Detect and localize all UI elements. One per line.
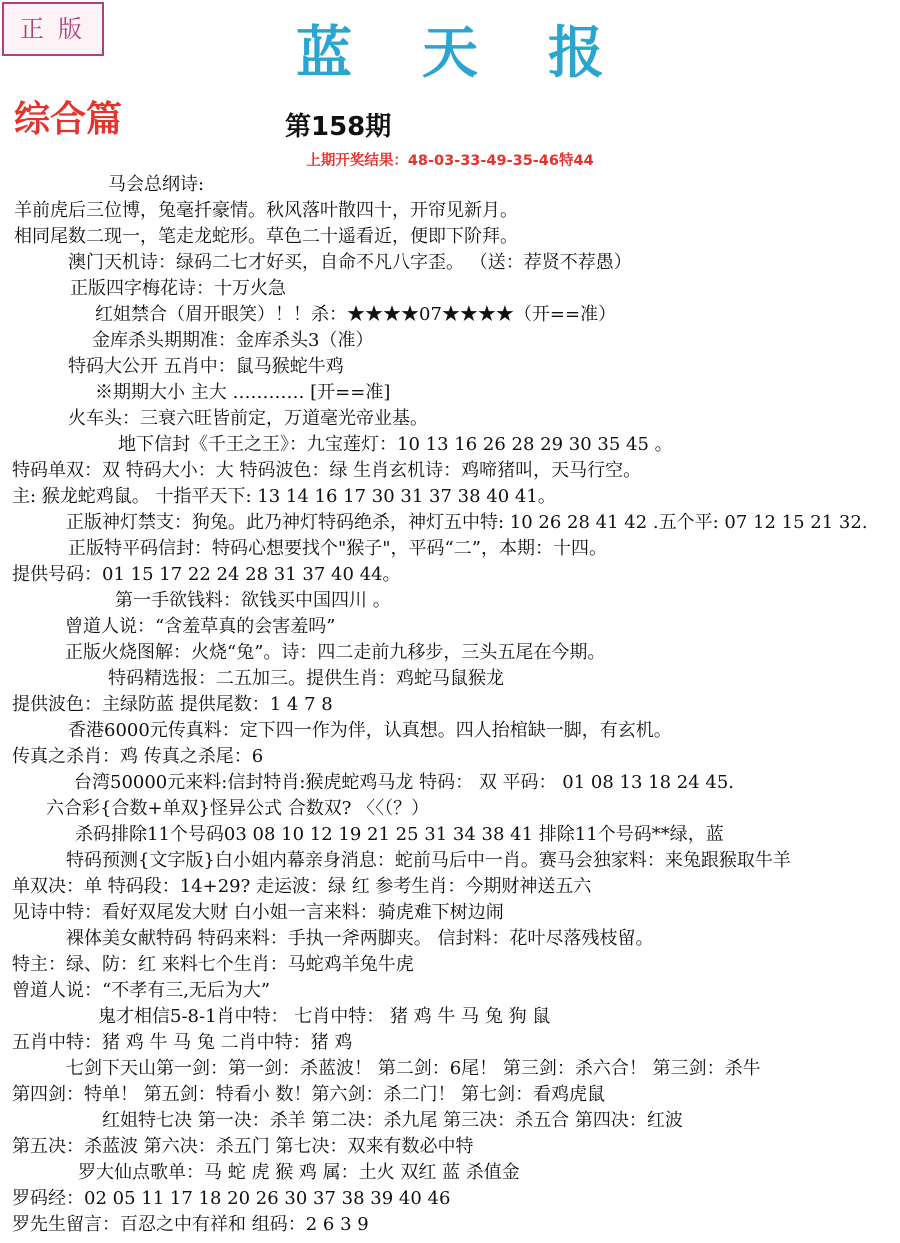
text-line: 罗先生留言：百忍之中有祥和 组码：2 6 3 9: [12, 1214, 369, 1235]
text-line: 见诗中特：看好双尾发大财 白小姐一言来料：骑虎难下树边闹: [12, 902, 504, 923]
text-line: 金库杀头期期准：金库杀头3（准）: [92, 330, 374, 351]
text-line: 特主：绿、防：红 来料七个生肖：马蛇鸡羊兔牛虎: [12, 954, 414, 975]
text-line: ※期期大小 主大 ………… [开==准]: [95, 382, 391, 403]
text-line: 台湾50000元来料:信封特肖:猴虎蛇鸡马龙 特码： 双 平码： 01 08 13 18 24 45.: [74, 772, 735, 793]
text-line: 提供号码：01 15 17 22 24 28 31 37 40 44。: [12, 564, 401, 585]
text-line: 正版神灯禁支：狗兔。此乃神灯特码绝杀，神灯五中特: 10 26 28 41 42 .五个平: 07 12 15 21 32.: [66, 512, 868, 533]
text-line: 马会总纲诗:: [108, 174, 205, 195]
text-line: 羊前虎后三位博，兔毫扦豪情。秋风落叶散四十，开帘见新月。: [14, 200, 518, 221]
text-line: 特码预测{文字版}白小姐内幕亲身消息：蛇前马后中一肖。赛马会独家料：来兔跟猴取牛羊: [66, 850, 791, 871]
text-line: 特码大公开 五肖中：鼠马猴蛇牛鸡: [68, 356, 344, 377]
text-line: 火车头：三衰六旺皆前定，万道毫光帝业基。: [68, 408, 428, 429]
text-line: 第五决：杀蓝波 第六决：杀五门 第七决：双来有数必中特: [12, 1136, 474, 1157]
text-line: 六合彩{合数+单双}怪异公式 合数双? 〈〈（？）: [46, 798, 430, 819]
text-line: 单双决：单 特码段：14+29? 走运波：绿 红 参考生肖：今期财神送五六: [12, 876, 592, 897]
text-line: 正版特平码信封：特码心想要找个"猴子"，平码“二”，本期：十四。: [68, 538, 607, 559]
newspaper-title: 蓝天报: [296, 20, 674, 86]
text-line: 罗大仙点歌单：马 蛇 虎 猴 鸡 属：土火 双红 蓝 杀值金: [78, 1162, 520, 1183]
text-line: 相同尾数二现一，笔走龙蛇形。草色二十遥看近，便即下阶拜。: [14, 226, 518, 247]
text-line: 特码单双：双 特码大小：大 特码波色：绿 生肖玄机诗：鸡啼猪叫，天马行空。: [12, 460, 642, 481]
text-line: 七剑下天山第一剑：第一剑：杀蓝波！ 第二剑：6尾！ 第三剑：杀六合！ 第三剑：杀牛: [66, 1058, 761, 1079]
text-line: 正版火烧图解：火烧“兔”。诗：四二走前九移步，三头五尾在今期。: [65, 642, 606, 663]
edition-badge: 正版: [2, 2, 104, 56]
text-line: 裸体美女献特码 特码来料：手执一斧两脚夹。 信封料：花叶尽落残枝留。: [66, 928, 654, 949]
text-line: 红姐特七决 第一决：杀羊 第二决：杀九尾 第三决：杀五合 第四决：红波: [102, 1110, 683, 1131]
text-line: 正版四字梅花诗：十万火急: [70, 278, 286, 299]
text-line: 罗码经：02 05 11 17 18 20 26 30 37 38 39 40 46: [12, 1188, 451, 1209]
section-heading: 综合篇: [14, 98, 123, 140]
issue-number: 第158期: [285, 112, 392, 142]
text-line: 鬼才相信5-8-1肖中特： 七肖中特： 猪 鸡 牛 马 兔 狗 鼠: [98, 1006, 551, 1027]
text-line: 主: 猴龙蛇鸡鼠。 十指平天下: 13 14 16 17 30 31 37 38 40 41。: [12, 486, 556, 507]
text-line: 地下信封《千王之王》：九宝莲灯：10 13 16 26 28 29 30 35 45 。: [118, 434, 673, 455]
last-result: 上期开奖结果：48-03-33-49-35-46特44: [306, 153, 594, 169]
text-line: 五肖中特：猪 鸡 牛 马 兔 二肖中特：猪 鸡: [12, 1032, 353, 1053]
text-line: 曾道人说：“含羞草真的会害羞吗”: [65, 616, 336, 637]
text-line: 提供波色：主绿防蓝 提供尾数：1 4 7 8: [12, 694, 333, 715]
text-line: 杀码排除11个号码03 08 10 12 19 21 25 31 34 38 41 排除11个号码**绿，蓝: [75, 824, 724, 845]
text-line: 红姐禁合（眉开眼笑）！！杀：★★★★07★★★★（开==准）: [95, 304, 617, 325]
text-line: 特码精选报：二五加三。提供生肖：鸡蛇马鼠猴龙: [108, 668, 504, 689]
text-line: 澳门天机诗：绿码二七才好买，自命不凡八字歪。 （送：荐贤不荐愚）: [68, 252, 632, 273]
text-line: 第四剑：特单！ 第五剑：特看小 数！第六剑：杀二门！ 第七剑：看鸡虎鼠: [12, 1084, 606, 1105]
text-line: 第一手欲钱料：欲钱买中国四川 。: [115, 590, 391, 611]
text-line: 曾道人说：“不孝有三,无后为大”: [12, 980, 271, 1001]
text-line: 香港6000元传真料：定下四一作为伴，认真想。四人抬棺缺一脚，有玄机。: [68, 720, 672, 741]
text-line: 传真之杀肖：鸡 传真之杀尾：6: [12, 746, 264, 767]
